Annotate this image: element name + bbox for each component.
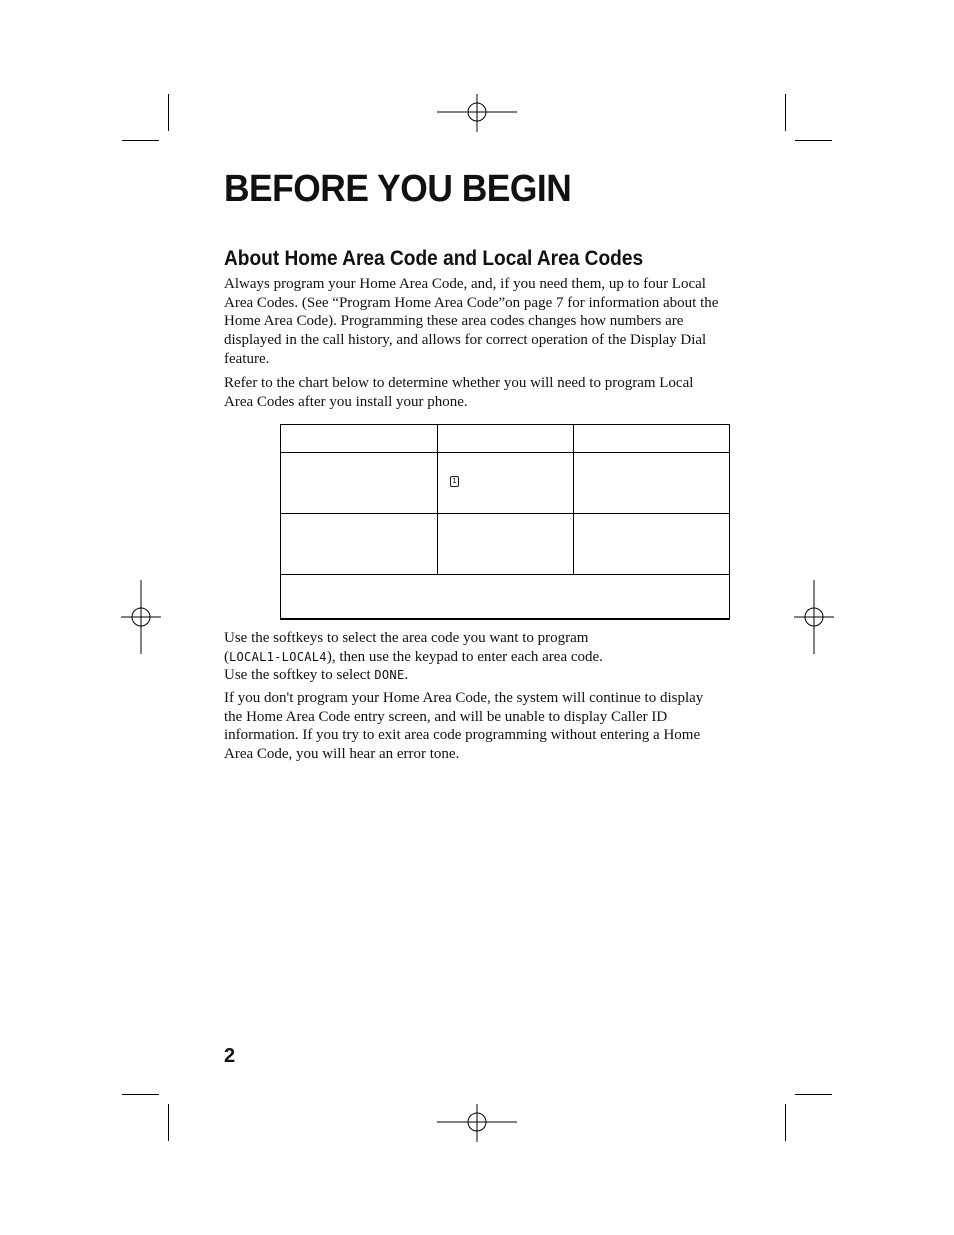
softkey-line-1: Use the softkeys to select the area code you want to program — [224, 630, 589, 646]
section-heading: About Home Area Code and Local Area Codes — [224, 247, 644, 270]
key-1-icon: 1 — [450, 476, 459, 487]
chart-reference-paragraph: Refer to the chart below to determine whether you will need to program Local Area Codes after you install your phone. — [224, 375, 694, 410]
area-code-chart — [280, 424, 730, 620]
period: . — [404, 667, 409, 684]
warning-paragraph: If you don't program your Home Area Code, the system will continue to display the Home Area Code entry screen, and will be unable to display Caller ID information. If you try to exit area code programming without entering a Home Area Code, you will hear an error tone. — [224, 690, 704, 763]
registration-mark-right — [794, 580, 834, 654]
page-number: 2 — [224, 1045, 236, 1067]
local-range-label: LOCAL1-LOCAL4 — [229, 649, 327, 664]
softkey-line-3: Use the softkey to select — [224, 667, 375, 684]
page-title: BEFORE YOU BEGIN — [224, 168, 572, 210]
registration-mark-left — [121, 580, 161, 654]
open-paren: ( — [224, 648, 229, 665]
softkey-line-2: ), then use the keypad to enter each area code. — [326, 648, 603, 665]
registration-mark-bottom — [437, 1104, 517, 1142]
done-label: DONE — [374, 668, 405, 683]
softkey-instructions — [224, 629, 744, 685]
intro-paragraph: Always program your Home Area Code, and, if you need them, up to four Local Area Codes. (See “Program Home Area Code”on page 7 for information about the Home Area Code). Programming these area codes changes how numbers are displayed in the call history, and allows for correct operation of the Display Dial feature. — [224, 276, 719, 367]
registration-mark-top — [437, 94, 517, 132]
